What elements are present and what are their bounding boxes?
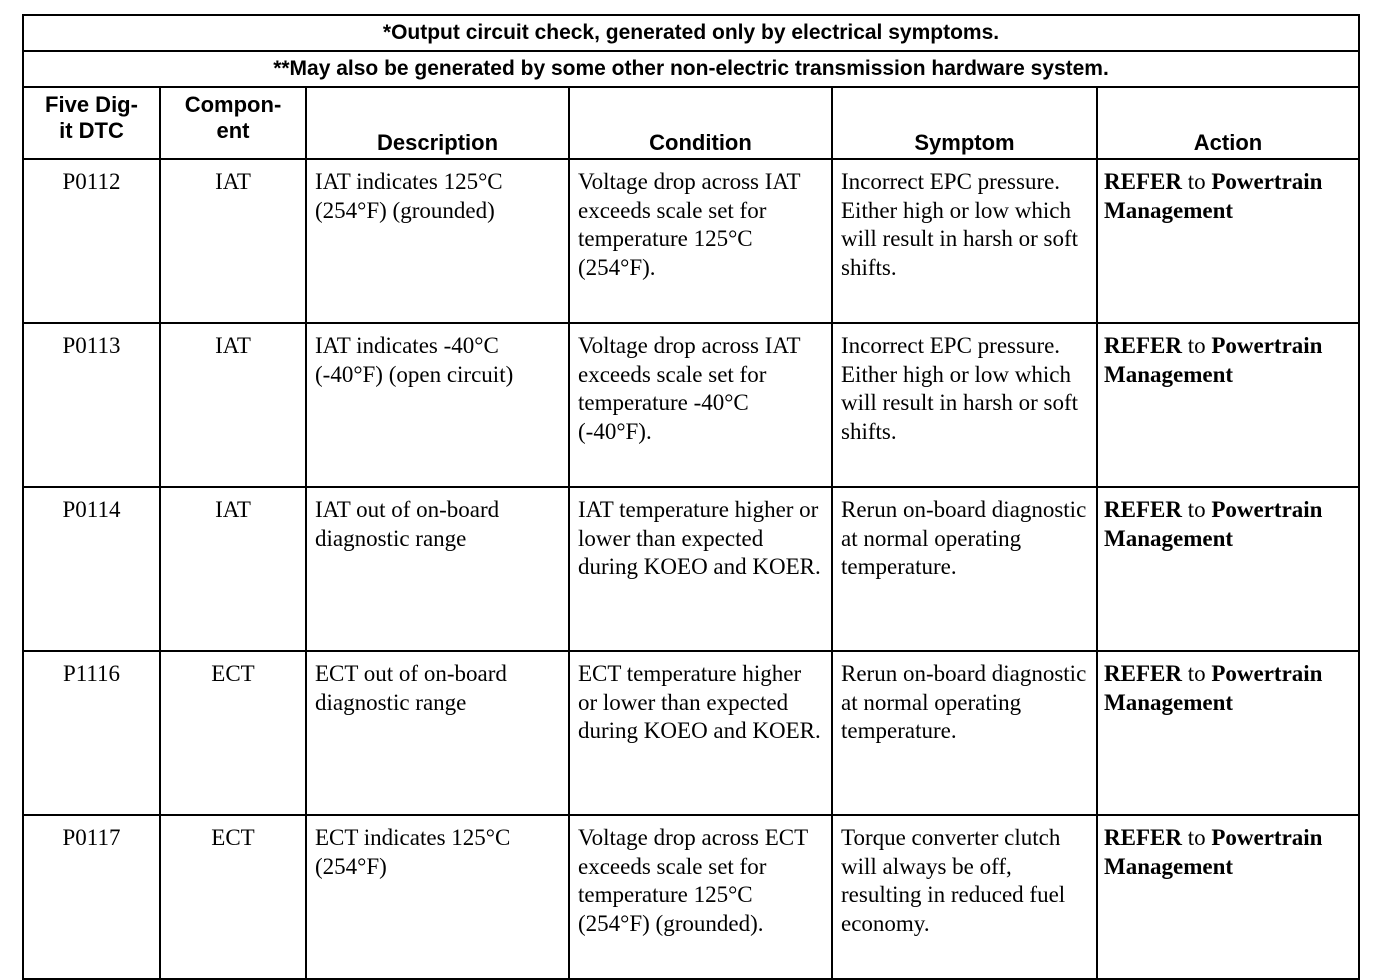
component: IAT <box>160 159 306 323</box>
description: ECT out of on-board diagnostic range <box>306 651 569 815</box>
dtc-code: P0117 <box>23 815 160 979</box>
description: IAT indicates -40°C (-40°F) (open circuit) <box>306 323 569 487</box>
action-to: to <box>1187 333 1206 358</box>
action-refer: REFER <box>1104 661 1182 686</box>
action-refer: REFER <box>1104 497 1182 522</box>
symptom: Incorrect EPC pressure. Either high or low which will result in harsh or soft shifts. <box>832 159 1097 323</box>
dtc-code: P1116 <box>23 651 160 815</box>
description: IAT indicates 125°C (254°F) (grounded) <box>306 159 569 323</box>
action <box>1097 487 1359 651</box>
action-target: Powertrain Management <box>1104 169 1323 223</box>
table-row <box>23 815 1359 979</box>
action-target: Powertrain Management <box>1104 497 1323 551</box>
action-target: Powertrain Management <box>1104 661 1323 715</box>
dtc-code: P0114 <box>23 487 160 651</box>
dtc-code: P0112 <box>23 159 160 323</box>
dtc-code: P0113 <box>23 323 160 487</box>
header-symptom: Symptom <box>832 87 1097 159</box>
header-component <box>160 87 306 159</box>
note-non-electric: **May also be generated by some other non-electric transmission hardware system. <box>23 51 1359 87</box>
action <box>1097 159 1359 323</box>
component: ECT <box>160 815 306 979</box>
header-component-line2: ent <box>216 118 250 143</box>
condition: Voltage drop across ECT exceeds scale set for temperature 125°C (254°F) (grounded). <box>569 815 832 979</box>
action-refer: REFER <box>1104 825 1182 850</box>
action-to: to <box>1187 497 1206 522</box>
condition: Voltage drop across IAT exceeds scale set for temperature 125°C (254°F). <box>569 159 832 323</box>
description: ECT indicates 125°C (254°F) <box>306 815 569 979</box>
component: IAT <box>160 487 306 651</box>
symptom: Torque converter clutch will always be off, resulting in reduced fuel economy. <box>832 815 1097 979</box>
symptom: Incorrect EPC pressure. Either high or low which will result in harsh or soft shifts. <box>832 323 1097 487</box>
table-row <box>23 651 1359 815</box>
action-target: Powertrain Management <box>1104 825 1323 879</box>
action-to: to <box>1187 169 1206 194</box>
table-row <box>23 487 1359 651</box>
note-output-check: *Output circuit check, generated only by electrical symptoms. <box>23 15 1359 51</box>
header-dtc-line2: it DTC <box>59 118 124 143</box>
component: ECT <box>160 651 306 815</box>
header-condition: Condition <box>569 87 832 159</box>
symptom: Rerun on-board diagnostic at normal operating temperature. <box>832 651 1097 815</box>
dtc-table <box>22 14 1360 980</box>
table-row <box>23 159 1359 323</box>
action <box>1097 323 1359 487</box>
action-refer: REFER <box>1104 333 1182 358</box>
header-row <box>23 87 1359 159</box>
header-dtc-line1: Five Dig- <box>45 92 138 117</box>
header-description: Description <box>306 87 569 159</box>
condition: Voltage drop across IAT exceeds scale set for temperature -40°C (-40°F). <box>569 323 832 487</box>
condition: ECT temperature higher or lower than expected during KOEO and KOER. <box>569 651 832 815</box>
symptom: Rerun on-board diagnostic at normal operating temperature. <box>832 487 1097 651</box>
action-to: to <box>1187 661 1206 686</box>
header-action: Action <box>1097 87 1359 159</box>
action-to: to <box>1187 825 1206 850</box>
table-row <box>23 323 1359 487</box>
header-component-line1: Compon- <box>184 92 282 117</box>
action <box>1097 815 1359 979</box>
action-refer: REFER <box>1104 169 1182 194</box>
action <box>1097 651 1359 815</box>
note-row-output-check <box>23 15 1359 51</box>
header-dtc <box>23 87 160 159</box>
note-row-non-electric <box>23 51 1359 87</box>
action-target: Powertrain Management <box>1104 333 1323 387</box>
description: IAT out of on-board diagnostic range <box>306 487 569 651</box>
condition: IAT temperature higher or lower than expected during KOEO and KOER. <box>569 487 832 651</box>
component: IAT <box>160 323 306 487</box>
